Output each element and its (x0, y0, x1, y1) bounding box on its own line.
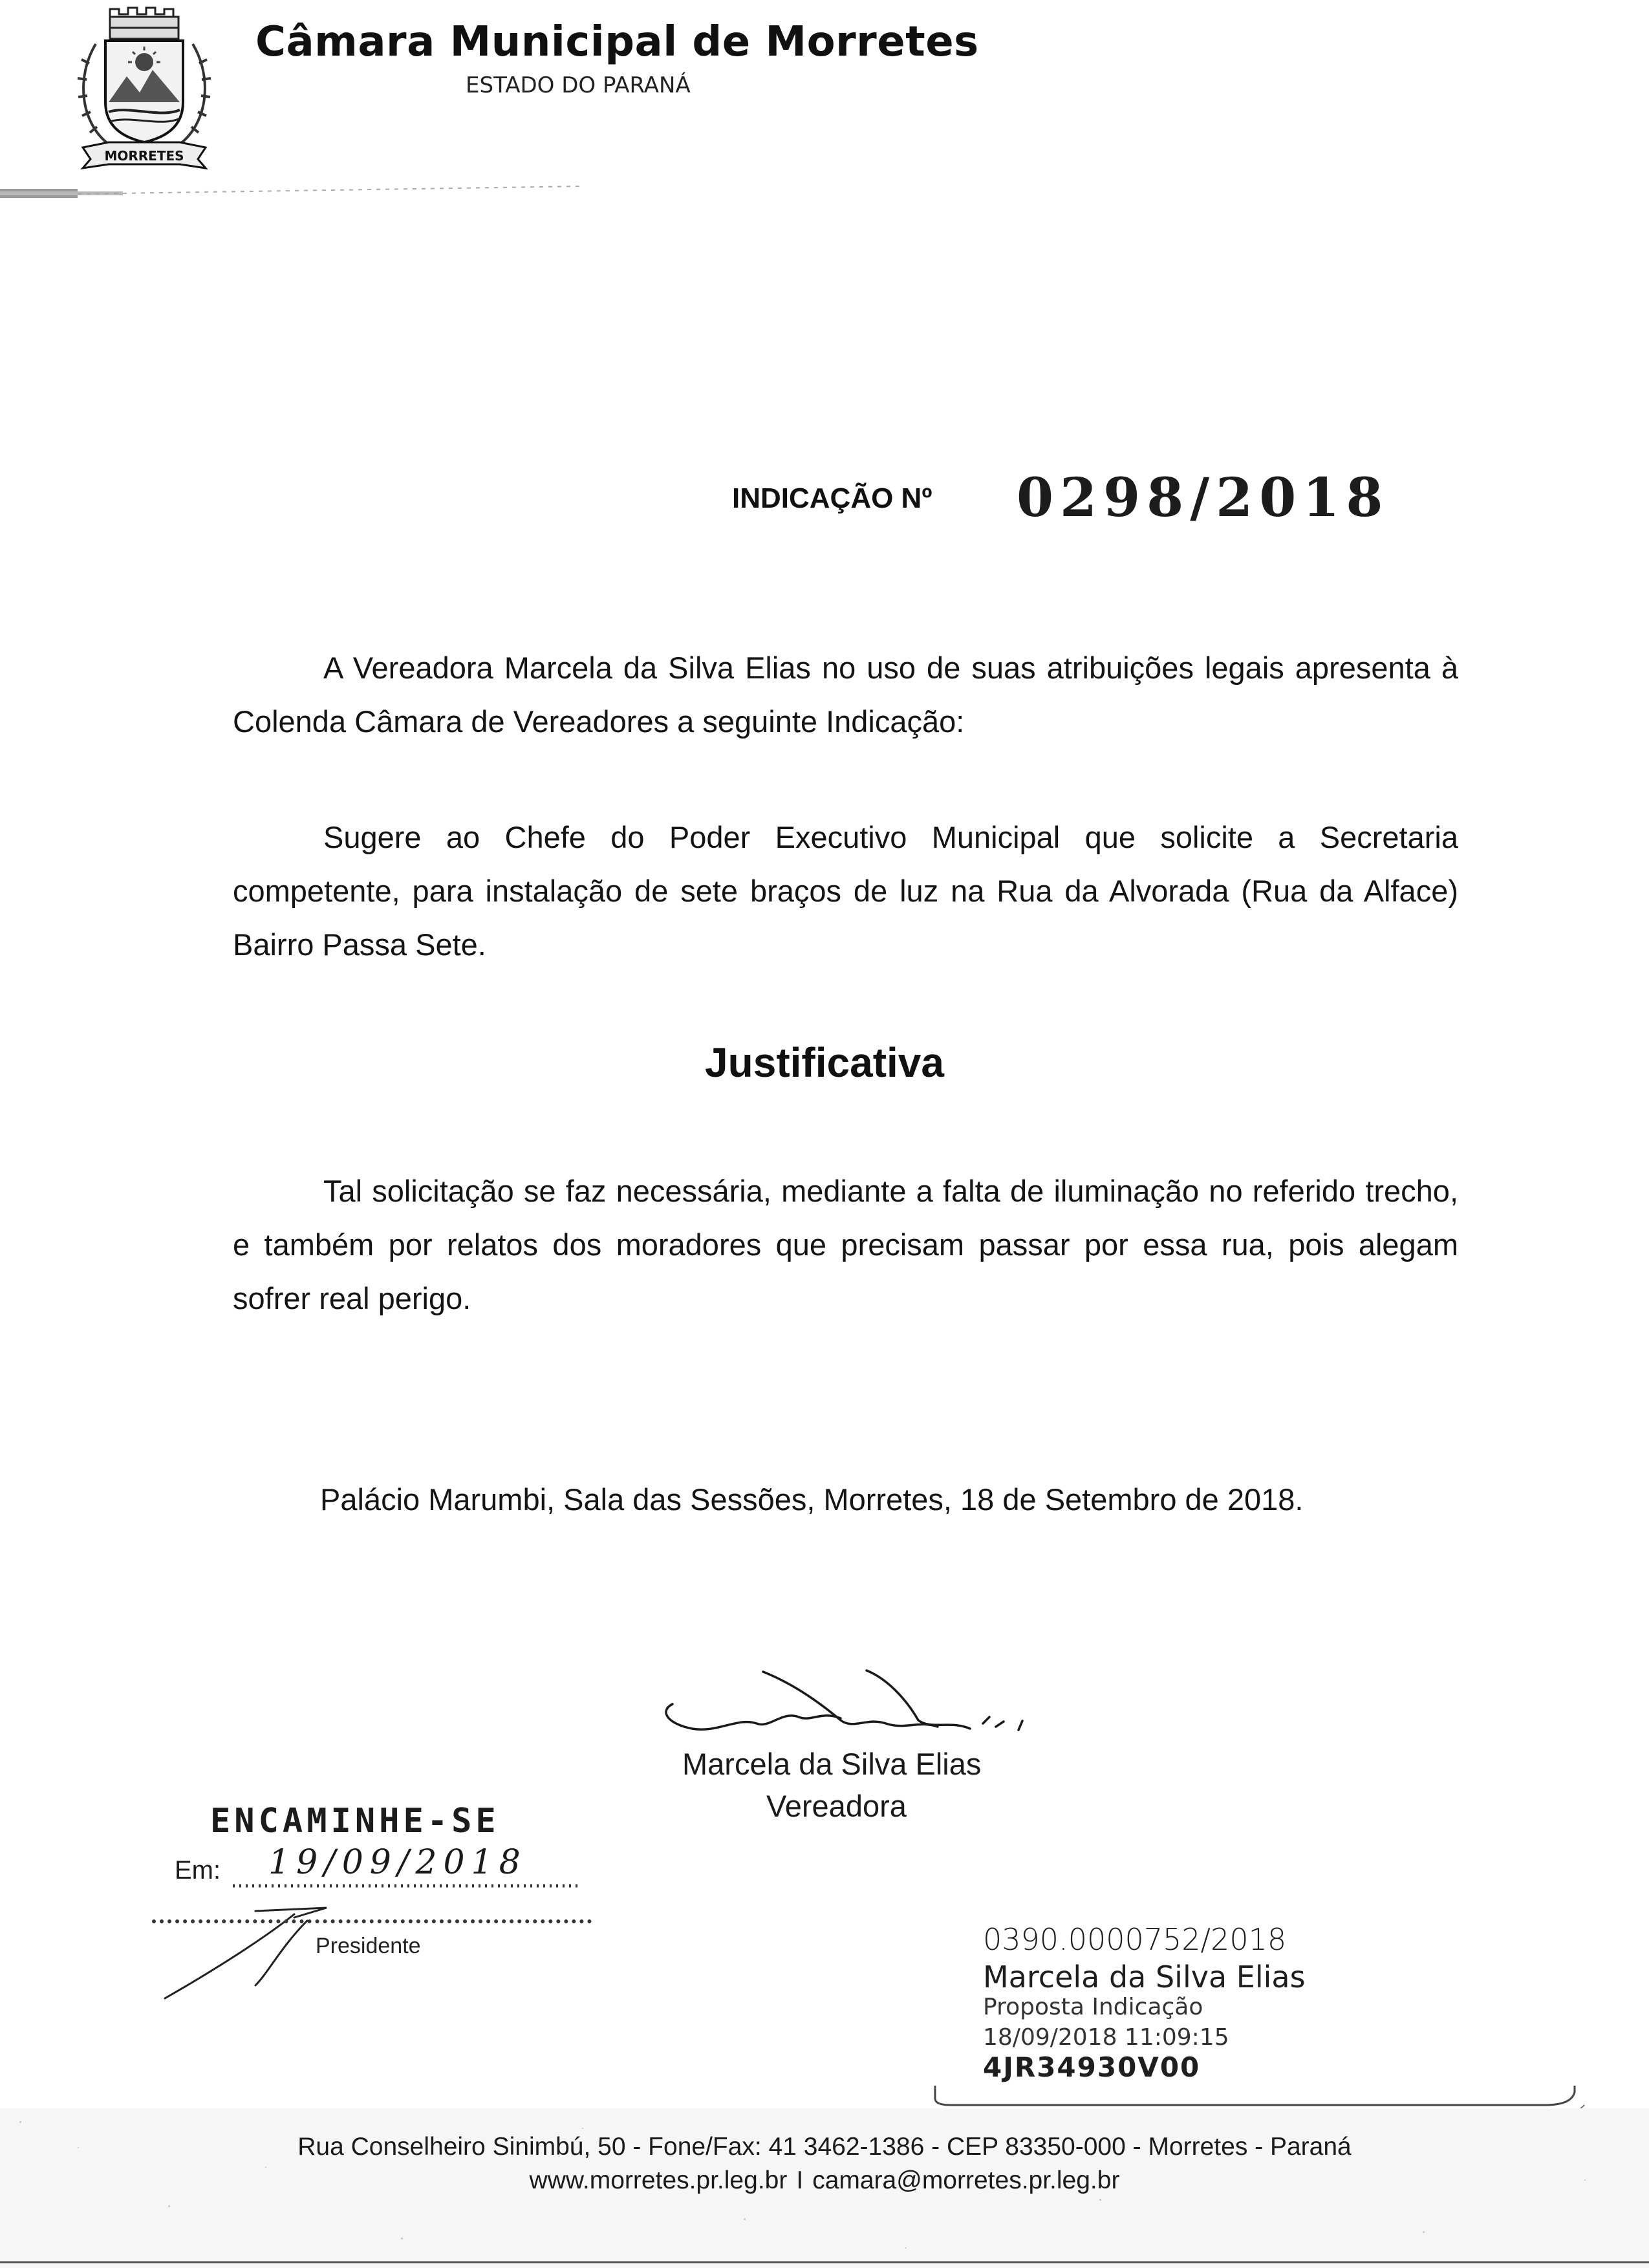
protocol-code: 0390.0000752/2018 (983, 1922, 1287, 1957)
intro-text: A Vereadora Marcela da Silva Elias no uso de suas atribuições legais apresenta à Colenda Câmara de Vereadores a seguinte Indicação: (233, 651, 1458, 739)
signer-name: Marcela da Silva Elias (682, 1747, 982, 1781)
justification-paragraph (233, 1164, 1458, 1325)
organization-name: Câmara Municipal de Morretes (255, 18, 979, 66)
footer-contacts (0, 2166, 1649, 2195)
footer-website-link[interactable]: www.morretes.pr.leg.br (529, 2166, 788, 2194)
forward-stamp-signature-line (152, 1919, 592, 1923)
justification-title: Justificativa (705, 1039, 944, 1086)
crest-ribbon-text: MORRETES (104, 148, 184, 164)
indication-label: INDICAÇÃO Nº (732, 482, 932, 514)
protocol-author: Marcela da Silva Elias (983, 1960, 1306, 1994)
municipal-coat-of-arms-icon (70, 5, 219, 181)
protocol-type: Proposta Indicação (983, 1994, 1203, 2020)
intro-paragraph (233, 641, 1458, 748)
justification-text: Tal solicitação se faz necessária, mediante a falta de iluminação no referido trecho, e também por relatos dos moradores que precisam passar por essa rua, pois alegam sofrer real perigo. (233, 1174, 1458, 1315)
footer-email-link[interactable]: camara@morretes.pr.leg.br (812, 2166, 1120, 2194)
suggestion-text: Sugere ao Chefe do Poder Executivo Municipal que solicite a Secretaria competente, para instalação de sete braços de luz na Rua da Alvorada (Rua da Alface) Bairro Passa Sete. (233, 820, 1458, 962)
organization-state: ESTADO DO PARANÁ (466, 72, 691, 98)
header-divider (0, 182, 582, 208)
forward-stamp-date (230, 1835, 585, 1894)
protocol-id: 4JR34930V00 (983, 2051, 1201, 2083)
forward-stamp-date-label: Em: (175, 1856, 221, 1885)
indication-number: 0298/2018 (1017, 467, 1390, 529)
footer-address: Rua Conselheiro Sinimbú, 50 - Fone/Fax: 41 3462-1386 - CEP 83350-000 - Morretes - Paraná (297, 2133, 1352, 2161)
footer-separator: I (796, 2166, 804, 2194)
forward-stamp-title: ENCAMINHE-SE (210, 1802, 500, 1841)
forward-stamp-handwritten-date: 19/09/2018 (268, 1843, 527, 1882)
signer-role: Vereadora (766, 1789, 907, 1823)
closing-line: Palácio Marumbi, Sala das Sessões, Morretes, 18 de Setembro de 2018. (320, 1482, 1304, 1517)
protocol-datetime: 18/09/2018 11:09:15 (983, 2024, 1229, 2051)
forward-stamp-signer-label: Presidente (316, 1934, 421, 1958)
suggestion-paragraph (233, 810, 1458, 971)
